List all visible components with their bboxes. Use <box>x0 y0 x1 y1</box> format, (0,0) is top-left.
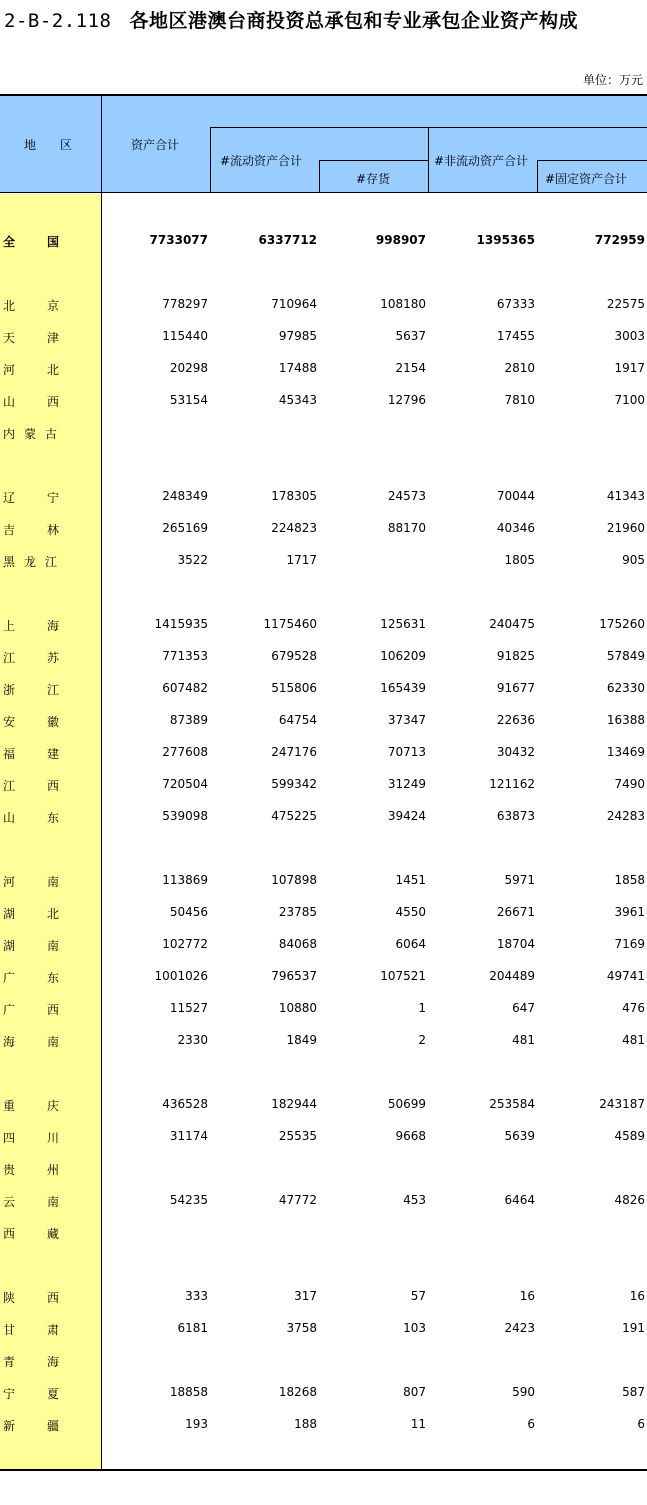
value-cell: 50699 <box>387 1097 426 1111</box>
value-cell: 720504 <box>162 777 208 791</box>
region-name: 内 蒙 古 <box>3 427 57 441</box>
value-cell: 248349 <box>162 489 208 503</box>
table-row <box>0 489 647 509</box>
value-cell: 6464 <box>504 1193 535 1207</box>
value-cell: 243187 <box>599 1097 645 1111</box>
value-cell: 54235 <box>169 1193 208 1207</box>
value-cell: 18704 <box>496 937 535 951</box>
value-cell: 7810 <box>504 393 535 407</box>
value-cell: 778297 <box>162 297 208 311</box>
region-name: 山 东 <box>3 811 59 825</box>
value-cell: 2 <box>418 1033 426 1047</box>
value-cell: 436528 <box>162 1097 208 1111</box>
table-row <box>0 937 647 957</box>
value-cell: 63873 <box>496 809 535 823</box>
value-cell: 3003 <box>614 329 645 343</box>
value-cell: 1001026 <box>154 969 208 983</box>
value-cell: 590 <box>512 1385 535 1399</box>
value-cell: 599342 <box>271 777 317 791</box>
value-cell: 13469 <box>606 745 645 759</box>
value-cell: 204489 <box>489 969 535 983</box>
value-cell: 45343 <box>278 393 317 407</box>
value-cell: 91825 <box>496 649 535 663</box>
value-cell: 6 <box>527 1417 535 1431</box>
value-cell: 1415935 <box>154 617 208 631</box>
table-row <box>0 745 647 765</box>
value-cell: 10880 <box>278 1001 317 1015</box>
page-title <box>4 6 578 33</box>
region-name: 宁 夏 <box>3 1387 59 1401</box>
region-name: 湖 南 <box>3 939 59 953</box>
value-cell: 70713 <box>387 745 426 759</box>
value-cell: 807 <box>403 1385 426 1399</box>
value-cell: 333 <box>185 1289 208 1303</box>
value-cell: 647 <box>512 1001 535 1015</box>
table-row <box>0 1193 647 1213</box>
value-cell: 108180 <box>380 297 426 311</box>
value-cell: 7100 <box>614 393 645 407</box>
value-cell: 277608 <box>162 745 208 759</box>
table-row <box>0 361 647 381</box>
value-cell: 4550 <box>395 905 426 919</box>
value-cell: 182944 <box>271 1097 317 1111</box>
value-cell: 40346 <box>496 521 535 535</box>
header-noncurrent-assets: #非流动资产合计 <box>434 154 529 168</box>
table-row <box>0 393 647 413</box>
value-cell: 2154 <box>395 361 426 375</box>
region-column-background <box>0 194 101 1470</box>
value-cell: 17455 <box>496 329 535 343</box>
value-cell: 115440 <box>162 329 208 343</box>
value-cell: 70044 <box>496 489 535 503</box>
value-cell: 1858 <box>614 873 645 887</box>
value-cell: 22575 <box>606 297 645 311</box>
region-name: 新 疆 <box>3 1419 59 1433</box>
region-name: 上 海 <box>3 619 59 633</box>
region-name: 广 东 <box>3 971 59 985</box>
header-vline-4 <box>537 160 538 193</box>
region-name: 甘 肃 <box>3 1323 59 1337</box>
value-cell: 24573 <box>387 489 426 503</box>
value-cell: 2423 <box>504 1321 535 1335</box>
value-cell: 11527 <box>169 1001 208 1015</box>
table-row <box>0 1385 647 1405</box>
value-cell: 25535 <box>278 1129 317 1143</box>
value-cell: 57849 <box>606 649 645 663</box>
value-cell: 16 <box>629 1289 645 1303</box>
table-row <box>0 1289 647 1309</box>
value-cell: 178305 <box>271 489 317 503</box>
table-row <box>0 969 647 989</box>
value-cell: 102772 <box>162 937 208 951</box>
value-cell: 193 <box>185 1417 208 1431</box>
value-cell: 113869 <box>162 873 208 887</box>
value-cell: 103 <box>403 1321 426 1335</box>
value-cell: 50456 <box>169 905 208 919</box>
region-name: 湖 北 <box>3 907 59 921</box>
value-cell: 17488 <box>278 361 317 375</box>
region-name: 北 京 <box>3 299 59 313</box>
value-cell: 23785 <box>278 905 317 919</box>
value-cell: 796537 <box>271 969 317 983</box>
value-cell: 16388 <box>606 713 645 727</box>
value-cell: 710964 <box>271 297 317 311</box>
value-cell: 165439 <box>380 681 426 695</box>
table-row <box>0 1225 647 1245</box>
table-row <box>0 713 647 733</box>
value-cell: 1805 <box>504 553 535 567</box>
region-name: 贵 州 <box>3 1163 59 1177</box>
value-cell: 4589 <box>614 1129 645 1143</box>
table-row <box>0 905 647 925</box>
table-row <box>0 1129 647 1149</box>
header-vline-2 <box>428 127 429 193</box>
value-cell: 539098 <box>162 809 208 823</box>
table-row <box>0 681 647 701</box>
region-name: 福 建 <box>3 747 59 761</box>
value-cell: 39424 <box>387 809 426 823</box>
value-cell: 12796 <box>387 393 426 407</box>
value-cell: 20298 <box>169 361 208 375</box>
value-cell: 5971 <box>504 873 535 887</box>
unit-label: 单位：万元 <box>582 73 643 87</box>
value-cell: 1175460 <box>263 617 317 631</box>
value-cell: 6 <box>637 1417 645 1431</box>
region-name: 江 西 <box>3 779 59 793</box>
value-cell: 6064 <box>395 937 426 951</box>
header-vline-3 <box>319 160 320 193</box>
region-name: 全 国 <box>3 235 59 249</box>
table-title: 各地区港澳台商投资总承包和专业承包企业资产构成 <box>129 10 578 32</box>
table-row <box>0 617 647 637</box>
value-cell: 5637 <box>395 329 426 343</box>
region-name: 河 北 <box>3 363 59 377</box>
value-cell: 22636 <box>496 713 535 727</box>
table-row <box>0 521 647 541</box>
value-cell: 67333 <box>496 297 535 311</box>
table-row <box>0 1417 647 1437</box>
value-cell: 253584 <box>489 1097 535 1111</box>
value-cell: 9668 <box>395 1129 426 1143</box>
value-cell: 18268 <box>278 1385 317 1399</box>
value-cell: 771353 <box>162 649 208 663</box>
region-name: 陕 西 <box>3 1291 59 1305</box>
table-row <box>0 1097 647 1117</box>
table-row <box>0 1353 647 1373</box>
value-cell: 6181 <box>177 1321 208 1335</box>
value-cell: 1717 <box>286 553 317 567</box>
header-line-3 <box>537 160 647 161</box>
header-vline-1 <box>210 127 211 193</box>
table-row <box>0 1321 647 1341</box>
value-cell: 3961 <box>614 905 645 919</box>
table-row <box>0 425 647 445</box>
region-name: 浙 江 <box>3 683 59 697</box>
region-name: 海 南 <box>3 1035 59 1049</box>
value-cell: 6337712 <box>258 233 317 247</box>
value-cell: 31174 <box>169 1129 208 1143</box>
region-name: 江 苏 <box>3 651 59 665</box>
value-cell: 106209 <box>380 649 426 663</box>
value-cell: 905 <box>622 553 645 567</box>
value-cell: 998907 <box>375 233 426 247</box>
table-row <box>0 233 647 253</box>
value-cell: 679528 <box>271 649 317 663</box>
region-name: 青 海 <box>3 1355 59 1369</box>
value-cell: 607482 <box>162 681 208 695</box>
value-cell: 317 <box>294 1289 317 1303</box>
value-cell: 240475 <box>489 617 535 631</box>
table-row <box>0 329 647 349</box>
value-cell: 47772 <box>278 1193 317 1207</box>
value-cell: 21960 <box>606 521 645 535</box>
value-cell: 1451 <box>395 873 426 887</box>
table-code: 2-B-2.118 <box>4 10 112 32</box>
value-cell: 41343 <box>606 489 645 503</box>
value-cell: 24283 <box>606 809 645 823</box>
value-cell: 1849 <box>286 1033 317 1047</box>
value-cell: 5639 <box>504 1129 535 1143</box>
value-cell: 64754 <box>278 713 317 727</box>
value-cell: 7733077 <box>149 233 208 247</box>
top-rule <box>0 94 647 96</box>
value-cell: 476 <box>622 1001 645 1015</box>
value-cell: 481 <box>622 1033 645 1047</box>
region-name: 天 津 <box>3 331 59 345</box>
header-fixed-assets: #固定资产合计 <box>545 172 628 186</box>
value-cell: 62330 <box>606 681 645 695</box>
region-name: 安 徽 <box>3 715 59 729</box>
value-cell: 125631 <box>380 617 426 631</box>
value-cell: 107521 <box>380 969 426 983</box>
region-name: 西 藏 <box>3 1227 59 1241</box>
value-cell: 175260 <box>599 617 645 631</box>
table-row <box>0 553 647 573</box>
value-cell: 7169 <box>614 937 645 951</box>
table-row <box>0 873 647 893</box>
value-cell: 188 <box>294 1417 317 1431</box>
value-cell: 1917 <box>614 361 645 375</box>
value-cell: 587 <box>622 1385 645 1399</box>
value-cell: 26671 <box>496 905 535 919</box>
table-row <box>0 1161 647 1181</box>
value-cell: 97985 <box>278 329 317 343</box>
value-cell: 3758 <box>286 1321 317 1335</box>
header-line-2 <box>319 160 428 161</box>
value-cell: 91677 <box>496 681 535 695</box>
region-name: 四 川 <box>3 1131 59 1145</box>
region-name: 云 南 <box>3 1195 59 1209</box>
header-inventory: #存货 <box>356 172 391 186</box>
value-cell: 453 <box>403 1193 426 1207</box>
table-row <box>0 649 647 669</box>
table-row <box>0 809 647 829</box>
table-row <box>0 777 647 797</box>
value-cell: 30432 <box>496 745 535 759</box>
table-row <box>0 297 647 317</box>
value-cell: 49741 <box>606 969 645 983</box>
value-cell: 1395365 <box>476 233 535 247</box>
value-cell: 247176 <box>271 745 317 759</box>
value-cell: 515806 <box>271 681 317 695</box>
value-cell: 53154 <box>169 393 208 407</box>
table-row <box>0 1001 647 1021</box>
value-cell: 7490 <box>614 777 645 791</box>
value-cell: 4826 <box>614 1193 645 1207</box>
value-cell: 121162 <box>489 777 535 791</box>
value-cell: 772959 <box>594 233 645 247</box>
region-name: 吉 林 <box>3 523 59 537</box>
table-row <box>0 1033 647 1053</box>
value-cell: 3522 <box>177 553 208 567</box>
value-cell: 88170 <box>387 521 426 535</box>
region-name: 黑 龙 江 <box>3 555 57 569</box>
value-cell: 475225 <box>271 809 317 823</box>
header-bottom-rule <box>0 192 647 193</box>
value-cell: 87389 <box>169 713 208 727</box>
value-cell: 11 <box>410 1417 426 1431</box>
header-total-assets: 资产合计 <box>131 138 180 152</box>
value-cell: 191 <box>622 1321 645 1335</box>
value-cell: 224823 <box>271 521 317 535</box>
region-name: 河 南 <box>3 875 59 889</box>
value-cell: 265169 <box>162 521 208 535</box>
region-name: 广 西 <box>3 1003 59 1017</box>
header-region: 地 区 <box>24 138 73 152</box>
value-cell: 31249 <box>387 777 426 791</box>
region-name: 重 庆 <box>3 1099 59 1113</box>
value-cell: 2810 <box>504 361 535 375</box>
value-cell: 84068 <box>278 937 317 951</box>
header-current-assets: #流动资产合计 <box>220 154 303 168</box>
value-cell: 18858 <box>169 1385 208 1399</box>
region-name: 山 西 <box>3 395 59 409</box>
value-cell: 37347 <box>387 713 426 727</box>
region-name: 辽 宁 <box>3 491 59 505</box>
value-cell: 2330 <box>177 1033 208 1047</box>
value-cell: 57 <box>410 1289 426 1303</box>
value-cell: 481 <box>512 1033 535 1047</box>
value-cell: 107898 <box>271 873 317 887</box>
bottom-rule <box>0 1469 647 1471</box>
value-cell: 1 <box>418 1001 426 1015</box>
value-cell: 16 <box>519 1289 535 1303</box>
